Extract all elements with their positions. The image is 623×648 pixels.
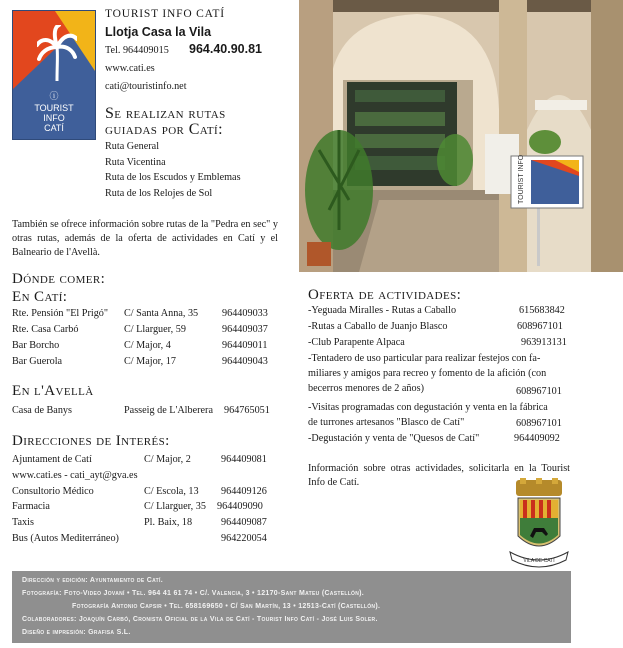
activity-phone: 963913131 (521, 337, 567, 348)
dining-phone: 964409011 (222, 340, 268, 351)
activity-phone: 608967101 (516, 418, 562, 429)
route-item: Ruta General (105, 141, 160, 152)
credit-line: Dirección y edición: Ayuntamiento de Catí. (22, 577, 163, 584)
arcade-photo (299, 0, 623, 272)
dining-address: C/ Santa Anna, 35 (124, 308, 199, 319)
direction-name: Farmacia (12, 501, 50, 512)
activity-text: -Tentadero de uso particular para realizar festejos con fa- (308, 353, 541, 364)
direction-phone: 964409090 (217, 501, 263, 512)
direction-name: Taxis (12, 517, 34, 528)
direction-name: Bus (Autos Mediterráneo) (12, 533, 119, 544)
tourist-info-logo (12, 10, 96, 140)
crest-motto: VILA DE CATÍ (523, 558, 555, 564)
dining-phone: 964409043 (222, 356, 268, 367)
activity-text: miliares y amigos para recreo y fomento de la afición (con (308, 368, 547, 379)
phone-label: Tel. 964409015 (105, 45, 169, 56)
activity-phone: 615683842 (519, 305, 565, 316)
dining-cati-heading: En Catí: (12, 289, 68, 305)
activity-phone: 608967101 (516, 386, 562, 397)
direction-phone: 964409087 (221, 517, 267, 528)
dining-address: Passeig de L'Alberera (124, 405, 213, 416)
credit-line: Fotografía: Foto-Video Jovaní • Tel. 964 41 61 74 • C/. Valencia, 3 • 12170-Sant Mateu (Castellón). (22, 590, 365, 597)
logo-text-2: INFO (43, 113, 65, 123)
direction-address: Pl. Baix, 18 (144, 517, 193, 528)
dining-heading: Dónde comer: (12, 271, 106, 287)
website-link[interactable]: www.cati.es (105, 63, 155, 74)
activities-heading: Oferta de actividades: (308, 287, 462, 303)
activities-note: Información sobre otras actividades, solicitarla en la Tourist Info de Catí. (308, 463, 570, 488)
activity-text: -Degustación y venta de "Quesos de Catí" (308, 433, 480, 444)
route-item: Ruta de los Escudos y Emblemas (105, 172, 241, 183)
route-item: Ruta de los Relojes de Sol (105, 188, 213, 199)
direction-address: C/ Escola, 13 (144, 486, 199, 497)
directions-heading: Direcciones de Interés: (12, 433, 170, 449)
dining-name: Casa de Banys (12, 405, 72, 416)
info-subtitle: Llotja Casa la Vila (105, 25, 212, 39)
route-item: Ruta Vicentina (105, 157, 166, 168)
email-link[interactable]: cati@touristinfo.net (105, 81, 187, 92)
phone-alt: 964.40.90.81 (189, 42, 262, 56)
direction-phone: 964220054 (221, 533, 267, 544)
dining-name: Bar Borcho (12, 340, 60, 351)
town-crest-icon (506, 478, 572, 568)
routes-heading-2: guiadas por Catí: (105, 121, 223, 138)
dining-phone: 964409037 (222, 324, 268, 335)
sign-text: TOURIST INFO (518, 154, 525, 204)
direction-link[interactable]: www.cati.es - cati_ayt@gva.es (12, 470, 138, 481)
credit-line: Colaboradores: Joaquín Carbó, Cronista Oficial de la Vila de Catí - Tourist Info Catí - José Luis Soler. (22, 616, 378, 623)
direction-phone: 964409081 (221, 454, 267, 465)
dining-address: C/ Major, 17 (124, 356, 176, 367)
activity-phone: 608967101 (517, 321, 563, 332)
activity-text: -Rutas a Caballo de Juanjo Blasco (308, 321, 448, 332)
direction-phone: 964409126 (221, 486, 267, 497)
dining-name: Rte. Casa Carbó (12, 324, 79, 335)
direction-address: C/ Llarguer, 35 (144, 501, 206, 512)
activity-text: -Club Parapente Alpaca (308, 337, 405, 348)
activity-text: becerros menores de 2 años) (308, 383, 424, 394)
logo-text-1: TOURIST (34, 103, 74, 113)
palm-icon (37, 25, 77, 81)
dining-avella-heading: En l'Avellà (12, 383, 94, 399)
logo-icon-badge: ⓘ (49, 91, 59, 101)
dining-address: C/ Llarguer, 59 (124, 324, 186, 335)
direction-name: Consultorio Médico (12, 486, 94, 497)
dining-name: Bar Guerola (12, 356, 63, 367)
credit-line: Fotografía Antonio Capsir • Tel. 658169650 • C/ San Martín, 13 • 12513-Catí (Castellón). (72, 603, 381, 610)
activity-text: de turrones artesanos "Blasco de Catí" (308, 417, 465, 428)
routes-heading-1: Se realizan rutas (105, 105, 226, 122)
credit-line: Diseño e impresión: Grafisa S.L. (22, 629, 131, 636)
direction-name: Ajuntament de Catí (12, 454, 92, 465)
intro-paragraph: También se ofrece información sobre rutas de la "Pedra en sec" y otras rutas, además de la oferta de actividades en Catí y el Balneario de l'Avellà. (12, 219, 278, 258)
activity-text: -Yeguada Miralles - Rutas a Caballo (308, 305, 457, 316)
dining-address: C/ Major, 4 (124, 340, 171, 351)
dining-phone: 964409033 (222, 308, 268, 319)
activity-phone: 964409092 (514, 433, 560, 444)
credits-footer (12, 571, 571, 643)
activity-text: -Visitas programadas con degustación y venta en la fábrica (308, 402, 548, 413)
dining-name: Rte. Pensión "El Prigó" (12, 308, 109, 319)
logo-text-3: CATÍ (44, 123, 64, 133)
direction-address: C/ Major, 2 (144, 454, 191, 465)
dining-phone: 964765051 (224, 405, 270, 416)
info-title: TOURIST INFO CATÍ (105, 8, 225, 20)
